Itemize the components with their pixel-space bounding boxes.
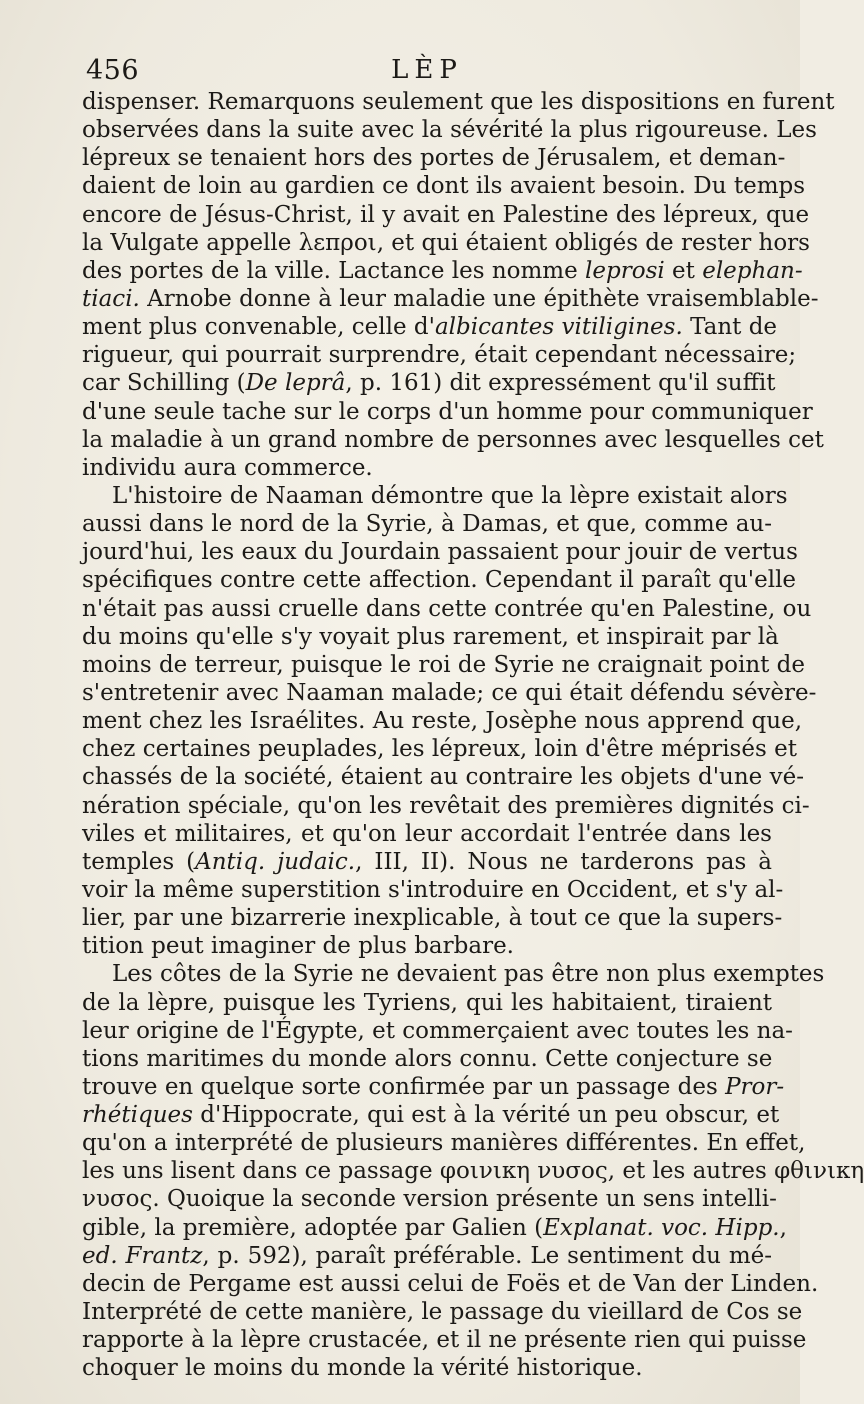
text-run: nération spéciale, qu'on les revêtait des premières dignités ci- bbox=[82, 792, 810, 819]
text-run: lier, par une bizarrerie inexplicable, à tout ce que la supers- bbox=[82, 905, 783, 932]
text-run: leur origine de l'Égypte, et commerçaient avec toutes les na- bbox=[82, 1017, 793, 1044]
text-line bbox=[82, 1073, 785, 1101]
text-run: s'entretenir avec Naaman malade; ce qui était défendu sévère- bbox=[82, 679, 817, 706]
italic-run: De leprâ bbox=[245, 370, 346, 397]
text-line bbox=[82, 876, 784, 904]
text-run: et bbox=[664, 257, 703, 284]
text-line bbox=[82, 1045, 772, 1073]
text-run: car Schilling ( bbox=[82, 370, 246, 397]
text-line bbox=[82, 144, 786, 172]
text-line bbox=[82, 1185, 777, 1213]
text-run: temples ( bbox=[82, 848, 196, 875]
text-run: ment chez les Israélites. Au reste, Josèphe nous apprend que, bbox=[82, 708, 803, 735]
text-run: lépreux se tenaient hors des portes de Jérusalem, et deman- bbox=[82, 145, 786, 172]
text-line bbox=[82, 369, 776, 397]
text-run: de la lèpre, puisque les Tyriens, qui les habitaient, tiraient bbox=[82, 989, 772, 1016]
italic-run: Explanat. voc. Hipp. bbox=[543, 1214, 780, 1241]
text-line bbox=[82, 313, 778, 341]
text-line bbox=[82, 679, 817, 707]
text-line bbox=[82, 960, 825, 988]
text-run: viles et militaires, et qu'on leur accordait l'entrée dans les bbox=[82, 820, 772, 847]
running-head bbox=[82, 55, 772, 91]
italic-run: leprosi bbox=[585, 257, 665, 284]
text-run: νυσος. Quoique la seconde version présente un sens intelli- bbox=[82, 1186, 777, 1213]
text-line bbox=[82, 763, 804, 791]
text-run: des portes de la ville. Lactance les nomme bbox=[82, 257, 586, 284]
text-line bbox=[82, 454, 772, 482]
text-run: rigueur, qui pourrait surprendre, était cependant nécessaire; bbox=[82, 342, 797, 369]
text-run: chez certaines peuplades, les lépreux, loin d'être méprisés et bbox=[82, 736, 797, 763]
text-line bbox=[82, 285, 819, 313]
text-run: moins de terreur, puisque le roi de Syrie ne craignait point de bbox=[82, 651, 806, 678]
text-line bbox=[82, 623, 779, 651]
text-run: gible, la première, adoptée par Galien ( bbox=[82, 1214, 544, 1241]
text-run: dispenser. Remarquons seulement que les dispositions en furent bbox=[82, 89, 835, 115]
text-line bbox=[82, 482, 788, 510]
text-line bbox=[82, 398, 813, 426]
text-run: , III, II). Nous ne tarderons pas à bbox=[355, 848, 773, 875]
text-line bbox=[82, 1354, 772, 1382]
text-run: tition peut imaginer de plus barbare. bbox=[82, 933, 514, 960]
text-line bbox=[82, 651, 806, 679]
italic-run: ed. Frantz bbox=[82, 1242, 203, 1269]
italic-run: Pror- bbox=[725, 1073, 785, 1100]
text-run: d'Hippocrate, qui est à la vérité un peu obscur, et bbox=[192, 1102, 780, 1129]
text-line bbox=[82, 229, 810, 257]
text-run: Tant de bbox=[682, 314, 778, 341]
text-run: d'une seule tache sur le corps d'un homme pour communiquer bbox=[82, 398, 813, 425]
text-run: choquer le moins du monde la vérité historique. bbox=[82, 1355, 643, 1382]
text-line bbox=[82, 904, 783, 932]
text-line bbox=[82, 1270, 819, 1298]
italic-run: albicantes vitiligines. bbox=[434, 314, 683, 341]
text-line bbox=[82, 820, 772, 848]
text-line bbox=[82, 1017, 793, 1045]
text-run: qu'on a interprété de plusieurs manières différentes. En effet, bbox=[82, 1130, 806, 1157]
text-line bbox=[82, 426, 824, 454]
text-run: Les côtes de la Syrie ne devaient pas être non plus exemptes bbox=[112, 961, 825, 988]
text-run: n'était pas aussi cruelle dans cette contrée qu'en Palestine, ou bbox=[82, 595, 812, 622]
text-line bbox=[82, 116, 817, 144]
text-run: observées dans la suite avec la sévérité la plus rigoureuse. Les bbox=[82, 117, 817, 144]
italic-run: Antiq. judaic. bbox=[195, 848, 356, 875]
text-run: les uns lisent dans ce passage φοινικη νυσος, et les autres φθινικη bbox=[82, 1158, 864, 1185]
text-run: jourd'hui, les eaux du Jourdain passaient pour jouir de vertus bbox=[82, 539, 798, 566]
text-run: individu aura commerce. bbox=[82, 454, 373, 481]
text-line bbox=[82, 848, 772, 876]
text-line bbox=[82, 735, 797, 763]
text-run: la Vulgate appelle λεπροι, et qui étaient obligés de rester hors bbox=[82, 229, 810, 256]
text-line bbox=[82, 1214, 787, 1242]
text-line bbox=[82, 566, 797, 594]
text-run: spécifiques contre cette affection. Cependant il paraît qu'elle bbox=[82, 567, 797, 594]
text-run: , p. 592), paraît préférable. Le sentiment du mé- bbox=[202, 1242, 773, 1269]
text-line bbox=[82, 707, 803, 735]
text-line bbox=[82, 1157, 864, 1185]
text-run: rapporte à la lèpre crustacée, et il ne présente rien qui puisse bbox=[82, 1327, 807, 1354]
text-line bbox=[82, 257, 803, 285]
running-title: LÈP bbox=[391, 55, 463, 85]
text-run: daient de loin au gardien ce dont ils avaient besoin. Du temps bbox=[82, 173, 806, 200]
text-line bbox=[82, 88, 835, 116]
text-run: Interprété de cette manière, le passage du vieillard de Cos se bbox=[82, 1299, 803, 1326]
text-run: la maladie à un grand nombre de personnes avec lesquelles cet bbox=[82, 426, 824, 453]
text-line bbox=[82, 792, 810, 820]
text-line bbox=[82, 510, 772, 538]
text-line bbox=[82, 595, 812, 623]
text-line bbox=[82, 538, 798, 566]
text-run: ment plus convenable, celle d' bbox=[82, 314, 435, 341]
text-line bbox=[82, 341, 797, 369]
italic-run: elephan- bbox=[702, 257, 803, 284]
text-run: du moins qu'elle s'y voyait plus rarement, et inspirait par là bbox=[82, 623, 779, 650]
text-run: encore de Jésus-Christ, il y avait en Palestine des lépreux, que bbox=[82, 201, 810, 228]
text-run: voir la même superstition s'introduire en Occident, et s'y al- bbox=[82, 876, 784, 903]
text-run: aussi dans le nord de la Syrie, à Damas, et que, comme au- bbox=[82, 511, 772, 538]
text-run: decin de Pergame est aussi celui de Foës et de Van der Linden. bbox=[82, 1270, 819, 1297]
text-line bbox=[82, 1101, 780, 1129]
text-run: , bbox=[779, 1214, 787, 1241]
italic-run: rhétiques bbox=[82, 1102, 193, 1129]
text-run: trouve en quelque sorte confirmée par un passage des bbox=[82, 1073, 726, 1100]
italic-run: tiaci. bbox=[82, 285, 140, 312]
text-line bbox=[82, 1242, 772, 1270]
text-line bbox=[82, 1298, 803, 1326]
text-line bbox=[82, 201, 810, 229]
text-run: Arnobe donne à leur maladie une épithète vraisemblable- bbox=[139, 285, 819, 312]
text-run: tions maritimes du monde alors connu. Cette conjecture se bbox=[82, 1045, 773, 1072]
body-text bbox=[82, 88, 864, 1382]
text-line bbox=[82, 932, 772, 960]
text-run: L'histoire de Naaman démontre que la lèpre existait alors bbox=[112, 482, 788, 509]
text-line bbox=[82, 989, 772, 1017]
text-run: chassés de la société, étaient au contraire les objets d'une vé- bbox=[82, 764, 804, 791]
text-run: , p. 161) dit expressément qu'il suffit bbox=[345, 370, 776, 397]
text-line bbox=[82, 1326, 807, 1354]
page-number: 456 bbox=[86, 55, 140, 86]
text-line bbox=[82, 172, 806, 200]
text-line bbox=[82, 1129, 806, 1157]
